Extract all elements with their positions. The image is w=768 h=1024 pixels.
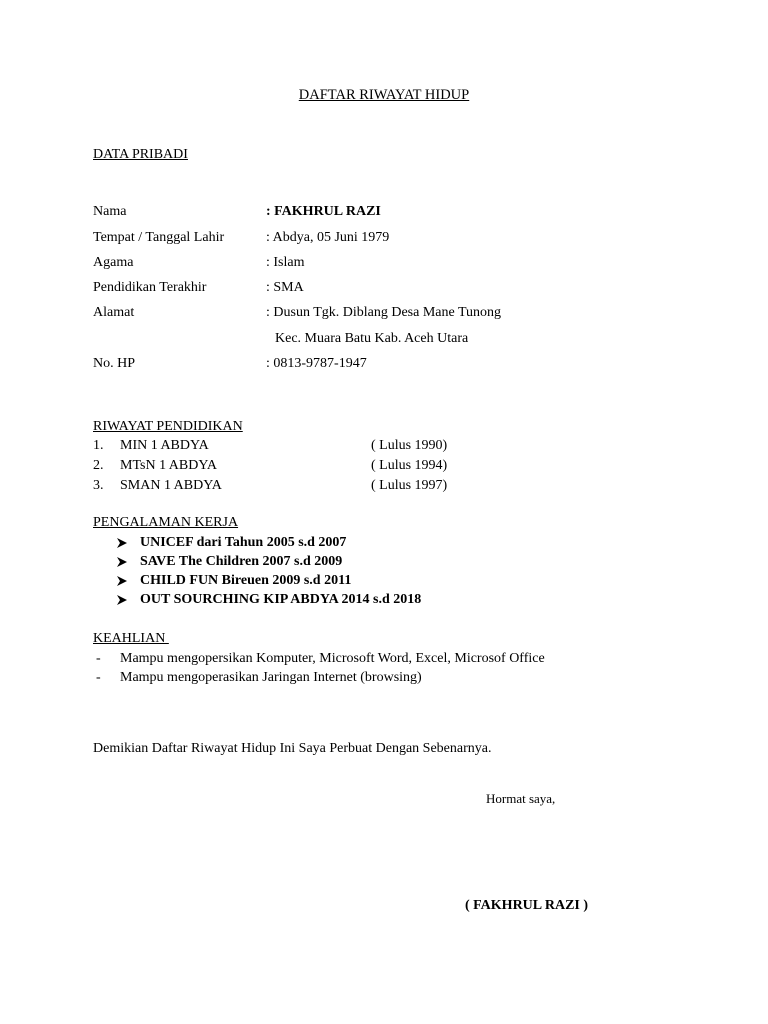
section-heading-pengalaman-kerja: PENGALAMAN KERJA: [93, 515, 239, 530]
value-pendidikan-terakhir: : SMA: [266, 280, 304, 295]
document-title: DAFTAR RIWAYAT HIDUP: [298, 87, 470, 103]
experience-text: OUT SOURCHING KIP ABDYA 2014 s.d 2018: [140, 592, 422, 607]
value-agama: : Islam: [266, 255, 305, 270]
experience-text: SAVE The Children 2007 s.d 2009: [140, 554, 343, 569]
hormat-saya: Hormat saya,: [486, 791, 556, 806]
education-school: MIN 1 ABDYA: [120, 438, 209, 453]
arrowhead-bullet-icon: [116, 575, 128, 591]
signature-name: ( FAKHRUL RAZI ): [465, 898, 589, 913]
skill-text: Mampu mengopersikan Komputer, Microsoft Word, Excel, Microsof Office: [120, 651, 545, 666]
section-heading-keahlian: KEAHLIAN: [93, 631, 169, 646]
value-alamat: : Dusun Tgk. Diblang Desa Mane Tunong: [266, 305, 502, 320]
value-nama: : FAKHRUL RAZI: [266, 204, 381, 219]
education-year: ( Lulus 1994): [371, 458, 448, 473]
value-no-hp: : 0813-9787-1947: [266, 356, 367, 371]
label-tempat-tanggal-lahir: Tempat / Tanggal Lahir: [93, 230, 225, 245]
skill-text: Mampu mengoperasikan Jaringan Internet (browsing): [120, 670, 422, 685]
arrowhead-bullet-icon: [116, 537, 128, 553]
label-alamat: Alamat: [93, 305, 135, 320]
label-agama: Agama: [93, 255, 134, 270]
education-year: ( Lulus 1997): [371, 478, 448, 493]
value-tempat-tanggal-lahir: : Abdya, 05 Juni 1979: [266, 230, 390, 245]
closing-statement: Demikian Daftar Riwayat Hidup Ini Saya Perbuat Dengan Sebenarnya.: [93, 741, 492, 756]
value-alamat-line-2: Kec. Muara Batu Kab. Aceh Utara: [275, 331, 469, 346]
education-number: 1.: [93, 438, 104, 453]
skill-dash: -: [96, 670, 101, 685]
arrowhead-bullet-icon: [116, 556, 128, 572]
label-pendidikan-terakhir: Pendidikan Terakhir: [93, 280, 207, 295]
arrowhead-bullet-icon: [116, 594, 128, 610]
label-nama: Nama: [93, 204, 127, 219]
education-school: SMAN 1 ABDYA: [120, 478, 222, 493]
education-number: 2.: [93, 458, 104, 473]
section-heading-riwayat-pendidikan: RIWAYAT PENDIDIKAN: [93, 419, 243, 434]
experience-text: UNICEF dari Tahun 2005 s.d 2007: [140, 535, 347, 550]
experience-text: CHILD FUN Bireuen 2009 s.d 2011: [140, 573, 352, 588]
section-heading-data-pribadi: DATA PRIBADI: [93, 147, 188, 162]
education-number: 3.: [93, 478, 104, 493]
skill-dash: -: [96, 651, 101, 666]
education-school: MTsN 1 ABDYA: [120, 458, 218, 473]
education-year: ( Lulus 1990): [371, 438, 448, 453]
label-no-hp: No. HP: [93, 356, 136, 371]
